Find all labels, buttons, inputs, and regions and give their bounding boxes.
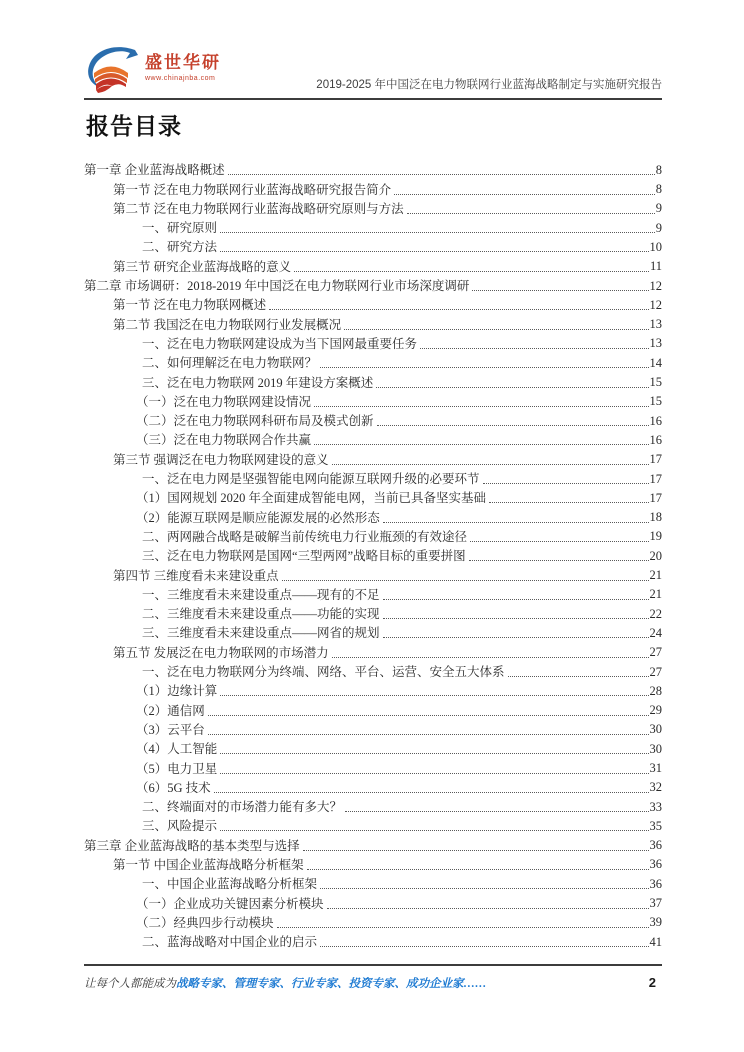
toc-entry	[84, 835, 662, 854]
toc-entry-page: 21	[649, 587, 662, 602]
toc-entry	[84, 681, 662, 700]
toc-dot-leader	[214, 792, 649, 793]
toc-entry-text: 一、中国企业蓝海战略分析框架	[142, 877, 318, 892]
toc-entry-page: 31	[649, 761, 662, 775]
toc-dot-leader	[314, 444, 648, 445]
toc-entry-page: 14	[649, 355, 662, 370]
toc-entry	[84, 179, 662, 198]
toc-entry-text: 二、研究方法	[142, 240, 218, 255]
toc-entry-page: 18	[649, 510, 662, 525]
toc-dot-leader	[220, 232, 655, 233]
toc-entry	[84, 874, 662, 893]
toc-entry-text: （5）电力卫星	[136, 761, 218, 776]
toc-entry	[84, 778, 662, 797]
toc-entry-page: 36	[649, 857, 662, 872]
toc-entry-text: 第二节 泛在电力物联网行业蓝海战略研究原则与方法	[113, 201, 404, 216]
toc-entry	[84, 623, 662, 642]
toc-entry	[84, 720, 662, 739]
toc-entry	[84, 392, 662, 411]
footer-slogan-highlight: 战略专家、管理专家、行业专家、投资专家、成功企业家……	[176, 978, 487, 990]
toc-entry	[84, 565, 662, 584]
toc-entry-page: 15	[649, 394, 662, 409]
toc-entry-text: 第四节 三维度看未来建设重点	[113, 568, 279, 583]
toc-dot-leader	[332, 464, 649, 465]
toc-entry-page: 22	[649, 606, 662, 621]
toc-dot-leader	[228, 174, 655, 175]
toc-dot-leader	[220, 251, 648, 252]
toc-entry-page: 41	[649, 934, 662, 949]
toc-entry	[84, 411, 662, 430]
toc-entry-text: （一）泛在电力物联网建设情况	[136, 394, 312, 409]
toc-entry-page: 13	[649, 336, 662, 351]
toc-dot-leader	[489, 502, 648, 503]
toc-entry	[84, 527, 662, 546]
toc-dot-leader	[314, 406, 648, 407]
toc-entry-text: 第二节 我国泛在电力物联网行业发展概况	[113, 317, 342, 332]
toc-entry-text: 一、泛在电力物联网建设成为当下国网最重要任务	[142, 336, 418, 351]
page-header	[84, 44, 662, 100]
toc-entry-page: 8	[655, 182, 662, 197]
toc-entry	[84, 855, 662, 874]
toc-entry-page: 27	[649, 645, 662, 660]
toc-entry	[84, 507, 662, 526]
toc-entry	[84, 256, 662, 275]
toc-entry-page: 37	[649, 896, 662, 911]
company-name: 盛世华研	[145, 53, 221, 72]
toc-entry-page: 16	[649, 413, 662, 428]
toc-entry	[84, 913, 662, 932]
company-logo	[86, 46, 221, 94]
toc-dot-leader	[420, 348, 648, 349]
toc-dot-leader	[470, 541, 648, 542]
toc-entry	[84, 237, 662, 256]
toc-entry-page: 24	[649, 625, 662, 640]
toc-entry-page: 36	[649, 876, 662, 891]
toc-entry	[84, 160, 662, 179]
toc-entry-text: （4）人工智能	[136, 742, 218, 757]
toc-dot-leader	[294, 271, 649, 272]
toc-dot-leader	[269, 309, 648, 310]
toc-dot-leader	[383, 637, 649, 638]
toc-entry-text: （二）泛在电力物联网科研布局及模式创新	[136, 414, 374, 429]
toc-entry-page: 17	[649, 452, 662, 467]
toc-entry-page: 16	[649, 432, 662, 447]
toc-entry-page: 39	[649, 915, 662, 930]
toc-entry-text: 一、泛在电力网是坚强智能电网向能源互联网升级的必要环节	[142, 472, 480, 487]
logo-text	[145, 46, 221, 82]
toc-entry-page: 30	[649, 722, 662, 737]
toc-dot-leader	[469, 560, 649, 561]
toc-entry-text: 二、蓝海战略对中国企业的启示	[142, 935, 318, 950]
toc-dot-leader	[208, 715, 649, 716]
toc-dot-leader	[345, 811, 648, 812]
toc-entry	[84, 199, 662, 218]
toc-entry-text: 第二章 市场调研：2018-2019 年中国泛在电力物联网行业市场深度调研	[84, 279, 470, 294]
toc-entry-text: （1）边缘计算	[136, 684, 218, 699]
toc-dot-leader	[277, 927, 649, 928]
toc-dot-leader	[208, 734, 649, 735]
toc-entry-text: 第一节 泛在电力物联网行业蓝海战略研究报告简介	[113, 182, 392, 197]
toc-dot-leader	[344, 329, 648, 330]
toc-entry-page: 15	[649, 375, 662, 390]
toc-entry-page: 27	[649, 664, 662, 679]
toc-entry	[84, 218, 662, 237]
toc-entry-text: （6）5G 技术	[136, 780, 211, 795]
toc-entry	[84, 449, 662, 468]
toc-entry-page: 29	[649, 703, 662, 718]
toc-dot-leader	[376, 387, 648, 388]
toc-dot-leader	[303, 850, 649, 851]
toc-dot-leader	[320, 367, 648, 368]
toc-dot-leader	[472, 290, 648, 291]
toc-dot-leader	[307, 869, 649, 870]
toc-entry-text: （一）企业成功关键因素分析模块	[136, 896, 324, 911]
toc-entry	[84, 585, 662, 604]
toc-entry-page: 9	[655, 220, 662, 235]
toc-entry	[84, 546, 662, 565]
toc-entry	[84, 430, 662, 449]
toc-entry-text: 二、三维度看未来建设重点——功能的实现	[142, 607, 380, 622]
toc-entry-text: 第三章 企业蓝海战略的基本类型与选择	[84, 838, 300, 853]
toc-entry	[84, 372, 662, 391]
toc-entry	[84, 816, 662, 835]
toc-entry-page: 8	[655, 162, 662, 177]
toc-dot-leader	[327, 908, 649, 909]
toc-entry-text: （二）经典四步行动模块	[136, 915, 274, 930]
toc-entry-page: 19	[649, 529, 662, 544]
toc-entry	[84, 276, 662, 295]
company-url: www.chinajnba.com	[145, 74, 216, 82]
toc-entry-text: 第一章 企业蓝海战略概述	[84, 163, 225, 178]
toc-dot-leader	[320, 946, 648, 947]
toc-entry-page: 36	[649, 838, 662, 853]
toc-dot-leader	[282, 580, 649, 581]
toc-entry-text: 三、风险提示	[142, 819, 218, 834]
toc-dot-leader	[508, 676, 649, 677]
toc-entry-text: 第五节 发展泛在电力物联网的市场潜力	[113, 645, 329, 660]
toc-entry-text: （1）国网规划 2020 年全面建成智能电网，当前已具备坚实基础	[136, 491, 487, 506]
page-footer	[84, 964, 662, 991]
toc-entry-page: 32	[649, 780, 662, 795]
toc-entry	[84, 488, 662, 507]
toc-entry-text: （三）泛在电力物联网合作共赢	[136, 433, 312, 448]
toc-dot-leader	[377, 425, 649, 426]
toc-entry-page: 30	[649, 741, 662, 756]
toc-entry-text: 三、三维度看未来建设重点——网省的规划	[142, 626, 380, 641]
toc-entry-text: 一、三维度看未来建设重点——现有的不足	[142, 587, 380, 602]
toc-entry	[84, 758, 662, 777]
toc-entry	[84, 469, 662, 488]
toc-entry-text: 三、泛在电力物联网是国网“三型两网”战略目标的重要拼图	[142, 549, 466, 564]
logo-icon	[86, 46, 138, 94]
toc-dot-leader	[383, 618, 649, 619]
toc-entry-page: 10	[649, 239, 662, 254]
toc-entry-text: （2）能源互联网是顺应能源发展的必然形态	[136, 510, 380, 525]
toc-entry	[84, 662, 662, 681]
footer-slogan-prefix: 让每个人都能成为	[84, 978, 176, 990]
toc-entry-page: 21	[649, 568, 662, 583]
toc-entry	[84, 893, 662, 912]
toc-dot-leader	[407, 213, 655, 214]
footer-slogan	[84, 975, 487, 991]
toc-entry-page: 9	[655, 201, 662, 216]
toc-entry-page: 12	[649, 297, 662, 312]
toc-entry-text: 二、两网融合战略是破解当前传统电力行业瓶颈的有效途径	[142, 529, 468, 544]
toc-dot-leader	[394, 194, 655, 195]
toc-entry-page: 13	[649, 317, 662, 332]
toc-dot-leader	[383, 599, 649, 600]
toc-dot-leader	[220, 773, 648, 774]
toc-dot-leader	[320, 888, 648, 889]
toc-dot-leader	[383, 522, 649, 523]
toc-entry	[84, 353, 662, 372]
toc-entry-text: 第三节 研究企业蓝海战略的意义	[113, 259, 292, 274]
toc-entry	[84, 604, 662, 623]
toc-entry-page: 17	[649, 490, 662, 505]
toc-entry-text: 一、研究原则	[142, 221, 218, 236]
toc-dot-leader	[483, 483, 649, 484]
report-title: 2019-2025 年中国泛在电力物联网行业蓝海战略制定与实施研究报告	[316, 79, 662, 91]
toc-entry-text: 第一节 泛在电力物联网概述	[113, 298, 267, 313]
toc-entry-page: 33	[649, 799, 662, 814]
toc-entry	[84, 334, 662, 353]
toc-dot-leader	[220, 753, 648, 754]
toc-entry-text: （2）通信网	[136, 703, 205, 718]
toc-dot-leader	[220, 695, 648, 696]
toc-dot-leader	[332, 657, 649, 658]
toc-entry	[84, 797, 662, 816]
document-page	[84, 0, 662, 1052]
toc-entry-text: 第三节 强调泛在电力物联网建设的意义	[113, 452, 329, 467]
toc-entry-text: 三、泛在电力物联网 2019 年建设方案概述	[142, 375, 374, 390]
toc-entry	[84, 700, 662, 719]
toc-entry-text: （3）云平台	[136, 722, 205, 737]
toc-entry-page: 35	[649, 818, 662, 833]
toc-entry-page: 20	[649, 548, 662, 563]
page-title: 报告目录	[86, 113, 182, 139]
toc-entry	[84, 739, 662, 758]
table-of-contents	[84, 160, 662, 951]
toc-entry-text: 二、如何理解泛在电力物联网？	[142, 356, 318, 371]
toc-entry	[84, 295, 662, 314]
toc-entry-page: 17	[649, 471, 662, 486]
toc-dot-leader	[220, 830, 648, 831]
toc-entry-text: 第一节 中国企业蓝海战略分析框架	[113, 857, 304, 872]
toc-entry	[84, 932, 662, 951]
toc-entry-text: 二、终端面对的市场潜力能有多大？	[142, 800, 343, 815]
page-number: 2	[648, 975, 656, 990]
toc-entry-page: 28	[649, 683, 662, 698]
toc-entry	[84, 642, 662, 661]
toc-entry-page: 12	[649, 278, 662, 293]
toc-entry-text: 一、泛在电力物联网分为终端、网络、平台、运营、安全五大体系	[142, 665, 505, 680]
toc-entry-page: 11	[649, 259, 662, 274]
toc-entry	[84, 314, 662, 333]
